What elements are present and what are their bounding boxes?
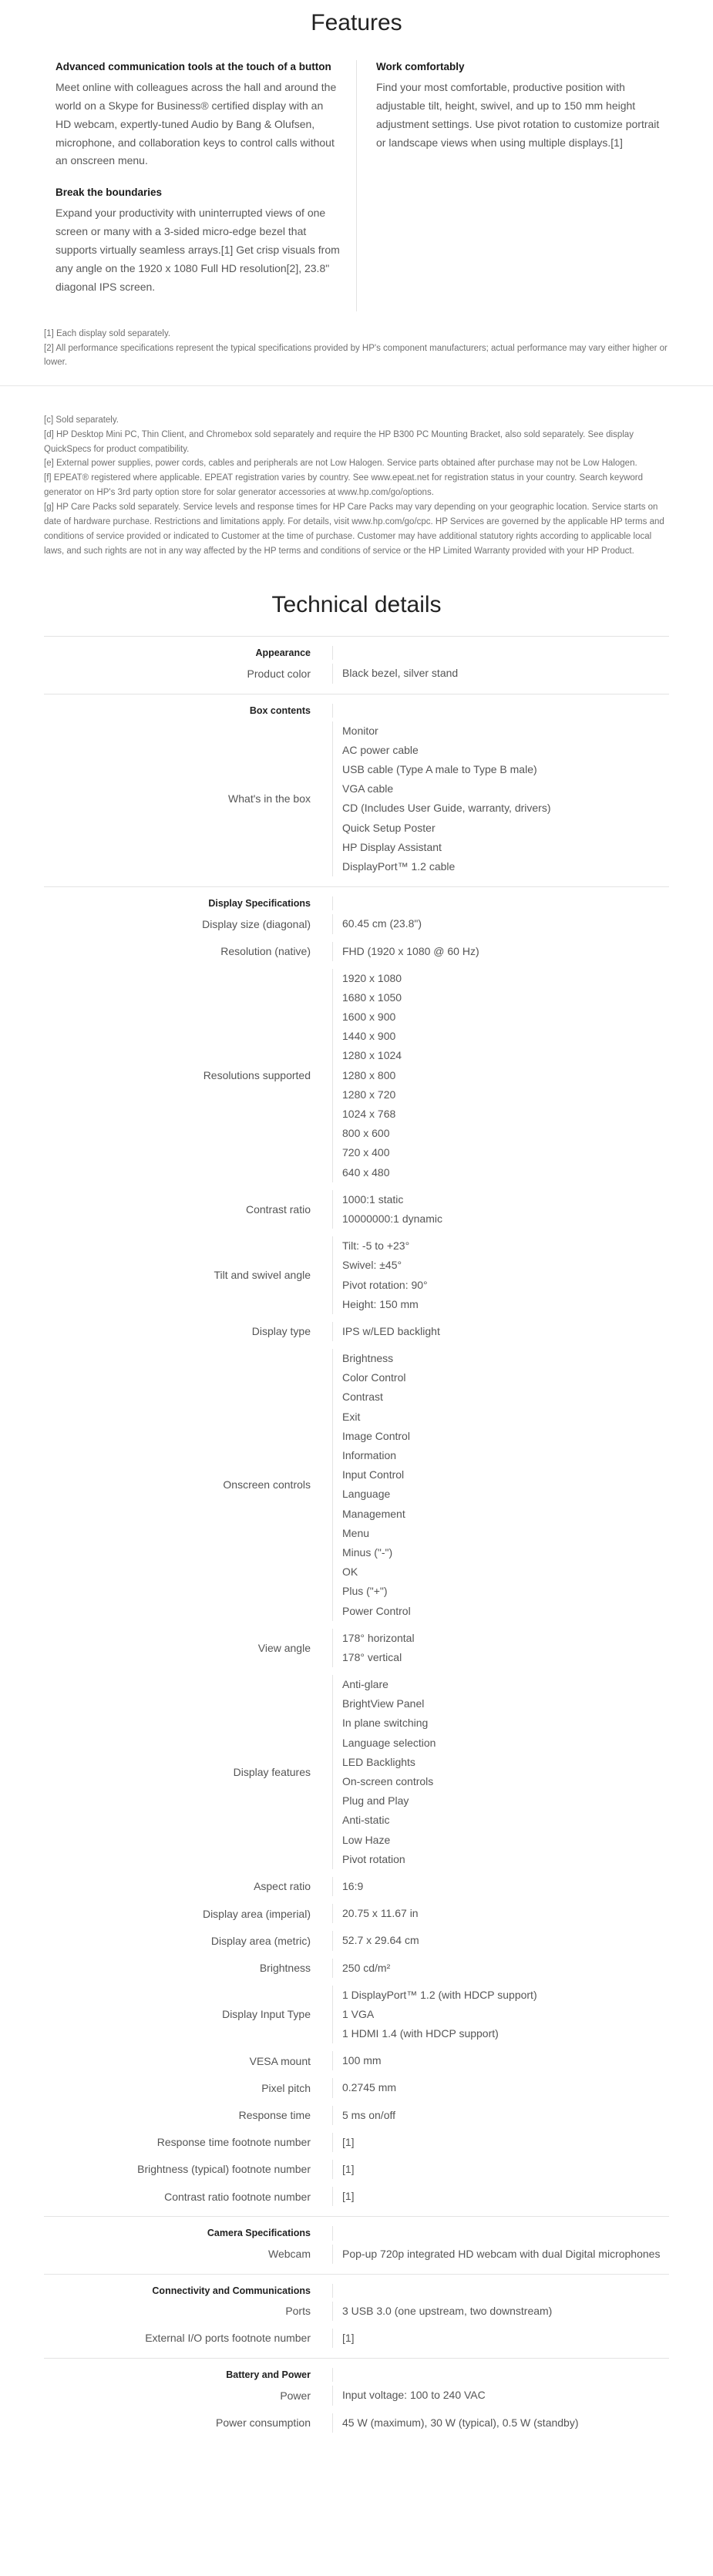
spec-group xyxy=(44,2358,669,2443)
spec-row xyxy=(44,2298,669,2325)
spec-value-line: 1 DisplayPort™ 1.2 (with HDCP support) xyxy=(342,1988,537,2001)
footnote: [f] EPEAT® registered where applicable. EPEAT registration varies by country. See www.epeat.net for registration status in your country. Search keyword generator on HP's 3rd party option store for solar generator accessories at www.hp.com/go/options. xyxy=(44,473,643,498)
spec-value-line: Contrast xyxy=(342,1391,383,1404)
spec-label: Display area (metric) xyxy=(44,1931,333,1950)
spec-group xyxy=(44,636,669,693)
spec-row xyxy=(44,910,669,937)
spec-value-line: 100 mm xyxy=(342,2054,382,2067)
spec-label: Brightness (typical) footnote number xyxy=(44,2160,333,2179)
spec-label: Response time xyxy=(44,2106,333,2125)
spec-value-line: 1680 x 1050 xyxy=(342,990,402,1004)
spec-value-line: [1] xyxy=(342,2135,355,2148)
spec-value-line: Anti-static xyxy=(342,1814,390,1827)
spec-group-header xyxy=(44,896,669,910)
features-title: Features xyxy=(311,10,402,35)
spec-value-line: 800 x 600 xyxy=(342,1127,390,1140)
spec-value xyxy=(333,1190,669,1229)
spec-value-line: Pop-up 720p integrated HD webcam with dual Digital microphones xyxy=(342,2247,661,2260)
footnote: [2] All performance specifications represent the typical specifications provided by HP's component manufacturers; actual performance may vary either higher or lower. xyxy=(44,343,668,368)
spec-value xyxy=(333,1986,669,2044)
spec-value-line: Image Control xyxy=(342,1429,410,1442)
feature-item xyxy=(55,60,341,170)
spec-value-line: Anti-glare xyxy=(342,1678,388,1691)
spec-row xyxy=(44,2183,669,2210)
spec-value-line: AC power cable xyxy=(342,743,419,756)
spec-label: VESA mount xyxy=(44,2051,333,2070)
spec-value-line: On-screen controls xyxy=(342,1775,434,1788)
spec-value xyxy=(333,2078,669,2097)
spec-row xyxy=(44,1873,669,1900)
spec-value xyxy=(333,2413,669,2433)
spec-value-line: [1] xyxy=(342,2163,355,2176)
spec-value xyxy=(333,1959,669,1978)
spec-value-line: VGA cable xyxy=(342,782,394,795)
spec-row xyxy=(44,1982,669,2048)
spec-value-line: Menu xyxy=(342,1526,370,1539)
spec-value xyxy=(333,2302,669,2321)
feature-body: Meet online with colleagues across the hall and around the world on a Skype for Business® certified display with an HD webcam, expertly-tuned Audio by Bang & Olufsen, microphone, and collaboration keys to control calls without an onscreen menu. xyxy=(55,81,337,167)
spec-value xyxy=(333,914,669,933)
spec-row xyxy=(44,1927,669,1954)
spec-row xyxy=(44,1186,669,1233)
footnote: [1] Each display sold separately. xyxy=(44,329,171,339)
spec-group-header xyxy=(44,2284,669,2298)
spec-value xyxy=(333,1931,669,1950)
technical-details-title: Technical details xyxy=(271,592,442,618)
spec-label: Resolution (native) xyxy=(44,942,333,961)
spec-label: Brightness xyxy=(44,1959,333,1978)
spec-value-line: Exit xyxy=(342,1410,361,1423)
spec-label: Display size (diagonal) xyxy=(44,914,333,933)
spec-value-line: Brightness xyxy=(342,1352,394,1365)
spec-value-line: Input voltage: 100 to 240 VAC xyxy=(342,2389,486,2402)
spec-value xyxy=(333,721,669,877)
spec-value-line: Language xyxy=(342,1488,391,1501)
spec-row xyxy=(44,2074,669,2101)
spec-value-line: Black bezel, silver stand xyxy=(342,667,459,680)
spec-row xyxy=(44,1955,669,1982)
spec-group-header xyxy=(44,2226,669,2240)
spec-row xyxy=(44,965,669,1186)
spec-value xyxy=(333,2386,669,2405)
spec-row xyxy=(44,2129,669,2156)
spec-value-line: 1024 x 768 xyxy=(342,1108,396,1121)
spec-value xyxy=(333,1236,669,1314)
spec-value-line: 16:9 xyxy=(342,1879,364,1892)
spec-label: Power xyxy=(44,2386,333,2405)
spec-label: Resolutions supported xyxy=(44,969,333,1182)
spec-value-line: Low Haze xyxy=(342,1833,391,1846)
spec-value-line: 1280 x 800 xyxy=(342,1068,396,1081)
section-divider xyxy=(0,385,713,386)
spec-value-line: 250 cd/m² xyxy=(342,1961,391,1974)
feature-item xyxy=(376,60,661,152)
spec-value-line: Plus ("+") xyxy=(342,1585,388,1598)
spec-group xyxy=(44,2216,669,2273)
disclaimer-footnotes xyxy=(44,413,669,560)
spec-value-line: [1] xyxy=(342,2332,355,2345)
spec-group-header xyxy=(44,704,669,718)
features-section xyxy=(44,60,669,311)
spec-value xyxy=(333,664,669,683)
feature-body: Expand your productivity with uninterrupted views of one screen or many with a 3-sided micro-edge bezel that supports virtually seamless arrays.[1] Get crisp visuals from any angle on the 1920 x 1080 Full HD resolution[2], 23.8" diagonal IPS screen. xyxy=(55,207,340,293)
spec-value-line: HP Display Assistant xyxy=(342,840,442,853)
spec-row xyxy=(44,2156,669,2183)
features-left-column xyxy=(44,60,357,311)
spec-row xyxy=(44,938,669,965)
spec-value xyxy=(333,969,669,1182)
feature-heading: Work comfortably xyxy=(376,61,465,72)
spec-value-line: CD (Includes User Guide, warranty, drivers) xyxy=(342,802,551,815)
spec-value-line: Color Control xyxy=(342,1371,406,1384)
spec-value-line: IPS w/LED backlight xyxy=(342,1324,440,1337)
spec-value-line: 178° horizontal xyxy=(342,1631,415,1644)
spec-value-line: USB cable (Type A male to Type B male) xyxy=(342,763,537,776)
spec-label: Display type xyxy=(44,1322,333,1341)
spec-value xyxy=(333,2329,669,2348)
spec-value-line: FHD (1920 x 1080 @ 60 Hz) xyxy=(342,944,479,957)
footnote: [e] External power supplies, power cords, cables and peripherals are not Low Halogen. Service parts obtained after purchase may not be Low Halogen. xyxy=(44,459,637,469)
spec-row xyxy=(44,718,669,881)
spec-value-line: DisplayPort™ 1.2 cable xyxy=(342,860,456,873)
spec-row xyxy=(44,2410,669,2436)
spec-row xyxy=(44,1900,669,1927)
feature-heading: Break the boundaries xyxy=(55,187,163,199)
spec-value-line: 1000:1 static xyxy=(342,1192,404,1206)
spec-label: Display Input Type xyxy=(44,1986,333,2044)
spec-label: External I/O ports footnote number xyxy=(44,2329,333,2348)
spec-label: Onscreen controls xyxy=(44,1349,333,1621)
spec-value-line: Power Control xyxy=(342,1604,411,1617)
spec-label: Product color xyxy=(44,664,333,683)
feature-body: Find your most comfortable, productive position with adjustable tilt, height, swivel, and up to 150 mm height adjustment settings. Use pivot rotation to customize portrait or landscape views when using multiple displays.[1] xyxy=(376,81,660,149)
spec-label: Webcam xyxy=(44,2245,333,2264)
spec-row xyxy=(44,2325,669,2352)
spec-value-line: 60.45 cm (23.8") xyxy=(342,917,422,930)
spec-value-line: 1280 x 720 xyxy=(342,1088,396,1101)
spec-value xyxy=(333,2051,669,2070)
spec-value-line: 1920 x 1080 xyxy=(342,971,402,984)
spec-group-header xyxy=(44,646,669,660)
feature-item xyxy=(55,186,341,296)
spec-label: View angle xyxy=(44,1629,333,1667)
spec-row xyxy=(44,2241,669,2268)
spec-value-line: Management xyxy=(342,1507,405,1520)
spec-value-line: Monitor xyxy=(342,724,378,737)
spec-value-line: In plane switching xyxy=(342,1717,429,1730)
spec-value-line: LED Backlights xyxy=(342,1755,415,1768)
spec-value xyxy=(333,1877,669,1896)
spec-value-line: Pivot rotation: 90° xyxy=(342,1278,428,1291)
spec-value-line: 1440 x 900 xyxy=(342,1030,396,1043)
footnote: [g] HP Care Packs sold separately. Service levels and response times for HP Care Packs may vary depending on your geographic location. Service starts on date of hardware purchase. Restrictions and limitations apply. For details, visit www.hp.com/go/cpc. HP Services are governed by the applicable HP terms and conditions of service provided or indicated to Customer at the time of purchase. Customer may have additional statutory rights according to applicable local laws, and such rights are not in any way affected by the HP terms and conditions of service or the HP Limited Warranty provided with your HP Product. xyxy=(44,503,664,557)
spec-row xyxy=(44,2102,669,2129)
technical-details-table xyxy=(44,636,669,2442)
spec-group-title: Camera Specifications xyxy=(44,2226,333,2240)
spec-label: Contrast ratio footnote number xyxy=(44,2187,333,2206)
spec-value-line: 5 ms on/off xyxy=(342,2108,396,2121)
spec-label: What's in the box xyxy=(44,721,333,877)
spec-value xyxy=(333,2160,669,2179)
spec-value xyxy=(333,942,669,961)
spec-row xyxy=(44,1318,669,1345)
spec-group-title: Box contents xyxy=(44,704,333,718)
spec-value-line: 1280 x 1024 xyxy=(342,1049,402,1062)
spec-value-line: Height: 150 mm xyxy=(342,1297,419,1310)
spec-value-line: 1600 x 900 xyxy=(342,1011,396,1024)
spec-row xyxy=(44,1625,669,1671)
spec-value-line: Language selection xyxy=(342,1736,436,1749)
spec-group-title: Display Specifications xyxy=(44,896,333,910)
spec-value-line: 10000000:1 dynamic xyxy=(342,1212,442,1225)
spec-value xyxy=(333,2106,669,2125)
spec-value-line: OK xyxy=(342,1565,358,1579)
feature-heading: Advanced communication tools at the touch of a button xyxy=(55,61,331,72)
spec-row xyxy=(44,1671,669,1873)
spec-group-title: Battery and Power xyxy=(44,2368,333,2382)
spec-value-line: 0.2745 mm xyxy=(342,2081,397,2094)
spec-row xyxy=(44,1233,669,1318)
spec-label: Pixel pitch xyxy=(44,2078,333,2097)
spec-row xyxy=(44,660,669,687)
spec-group xyxy=(44,886,669,2216)
spec-label: Aspect ratio xyxy=(44,1877,333,1896)
spec-label: Display area (imperial) xyxy=(44,1904,333,1923)
spec-value xyxy=(333,1349,669,1621)
spec-value-line: Information xyxy=(342,1449,397,1462)
spec-value-line: 3 USB 3.0 (one upstream, two downstream) xyxy=(342,2304,553,2317)
spec-value-line: 720 x 400 xyxy=(342,1146,390,1159)
spec-value-line: 178° vertical xyxy=(342,1650,402,1663)
spec-value-line: Input Control xyxy=(342,1468,405,1481)
spec-value xyxy=(333,2245,669,2264)
footnote: [c] Sold separately. xyxy=(44,415,119,425)
spec-value xyxy=(333,1675,669,1869)
features-right-column xyxy=(357,60,669,311)
spec-value-line: 52.7 x 29.64 cm xyxy=(342,1934,419,1947)
spec-value xyxy=(333,1904,669,1923)
spec-value-line: 20.75 x 11.67 in xyxy=(342,1907,419,1920)
spec-label: Ports xyxy=(44,2302,333,2321)
spec-label: Power consumption xyxy=(44,2413,333,2433)
spec-value xyxy=(333,1322,669,1341)
spec-group xyxy=(44,2274,669,2359)
spec-group-title: Connectivity and Communications xyxy=(44,2284,333,2298)
spec-value xyxy=(333,2133,669,2152)
features-footnotes xyxy=(44,327,669,369)
spec-value-line: [1] xyxy=(342,2190,355,2203)
spec-value-line: Swivel: ±45° xyxy=(342,1259,402,1272)
spec-row xyxy=(44,2382,669,2409)
footnote: [d] HP Desktop Mini PC, Thin Client, and Chromebox sold separately and require the HP B300 PC Mounting Bracket, also sold separately. See display QuickSpecs for product compatibility. xyxy=(44,429,634,454)
spec-value xyxy=(333,2187,669,2206)
spec-value-line: 45 W (maximum), 30 W (typical), 0.5 W (standby) xyxy=(342,2416,579,2429)
spec-label: Tilt and swivel angle xyxy=(44,1236,333,1314)
spec-value-line: Tilt: -5 to +23° xyxy=(342,1239,410,1253)
spec-value xyxy=(333,1629,669,1667)
spec-value-line: Pivot rotation xyxy=(342,1852,405,1865)
spec-value-line: Quick Setup Poster xyxy=(342,821,436,834)
spec-group xyxy=(44,694,669,887)
spec-row xyxy=(44,2047,669,2074)
spec-value-line: Minus ("-") xyxy=(342,1545,393,1559)
spec-value-line: 1 VGA xyxy=(342,2007,375,2020)
spec-label: Display features xyxy=(44,1675,333,1869)
spec-value-line: Plug and Play xyxy=(342,1794,409,1808)
spec-value-line: 1 HDMI 1.4 (with HDCP support) xyxy=(342,2027,499,2040)
spec-label: Response time footnote number xyxy=(44,2133,333,2152)
spec-group-title: Appearance xyxy=(44,646,333,660)
spec-label: Contrast ratio xyxy=(44,1190,333,1229)
spec-group-header xyxy=(44,2368,669,2382)
spec-row xyxy=(44,1345,669,1625)
spec-value-line: 640 x 480 xyxy=(342,1165,390,1179)
spec-value-line: BrightView Panel xyxy=(342,1697,425,1710)
